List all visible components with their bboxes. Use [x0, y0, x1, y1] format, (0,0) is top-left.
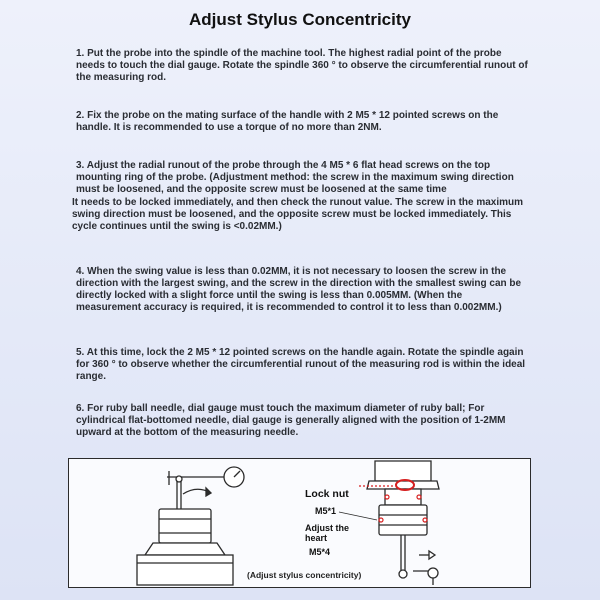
m5x1-label: M5*1 [315, 506, 337, 516]
step-3-continued: It needs to be locked immediately, and then check the runout value. The screw in the maximum swing direction must be loosened, and the opposite screw must be locked immediately. This cycle continues until the swing is <0.02MM.) [72, 197, 524, 232]
lock-nut-label: Lock nut [305, 488, 349, 500]
step-3: 3. Adjust the radial runout of the probe through the 4 M5 * 6 flat head screws on the top mounting ring of the probe. (Adjustment method: the screw in the maximum swing direction must be loosened, and the opposite screw must be loosened at the same time [76, 160, 514, 195]
step-5: 5. At this time, lock the 2 M5 * 12 pointed screws on the handle again. Rotate the spindle again for 360 ° to observe whether the circumferential runout of the measuring rod is within the ideal range. [76, 347, 526, 382]
adjust-heart-label: Adjust the heart [305, 523, 349, 543]
step-4: 4. When the swing value is less than 0.02MM, it is not necessary to loosen the screw in the direction with the largest swing, and the screw in the direction with the smallest swing can be directly locked with a slight force until the swing is less than 0.005MM. (When the measurement accuracy is required, it is recommended to control it to less than 0.002MM.) [76, 266, 522, 313]
page-title: Adjust Stylus Concentricity [189, 10, 411, 29]
step-1: 1. Put the probe into the spindle of the machine tool. The highest radial point of the probe needs to touch the dial gauge. Rotate the spindle 360 ° to observe the circumferential runout of the measuring rod. [76, 48, 528, 83]
m5x4-label: M5*4 [309, 547, 331, 557]
figure-caption: (Adjust stylus concentricity) [247, 570, 362, 580]
stylus-diagram [68, 458, 531, 588]
left-probe-assembly [137, 467, 244, 585]
step-6: 6. For ruby ball needle, dial gauge must touch the maximum diameter of ruby ball; For cylindrical flat-bottomed needle, dial gauge is generally aligned with the position of 1-2MM upward at the bottom of the measuring needle. [76, 403, 506, 438]
step-2: 2. Fix the probe on the mating surface of the handle with 2 M5 * 12 pointed screws on the handle. It is recommended to use a torque of no more than 2NM. [76, 110, 499, 133]
